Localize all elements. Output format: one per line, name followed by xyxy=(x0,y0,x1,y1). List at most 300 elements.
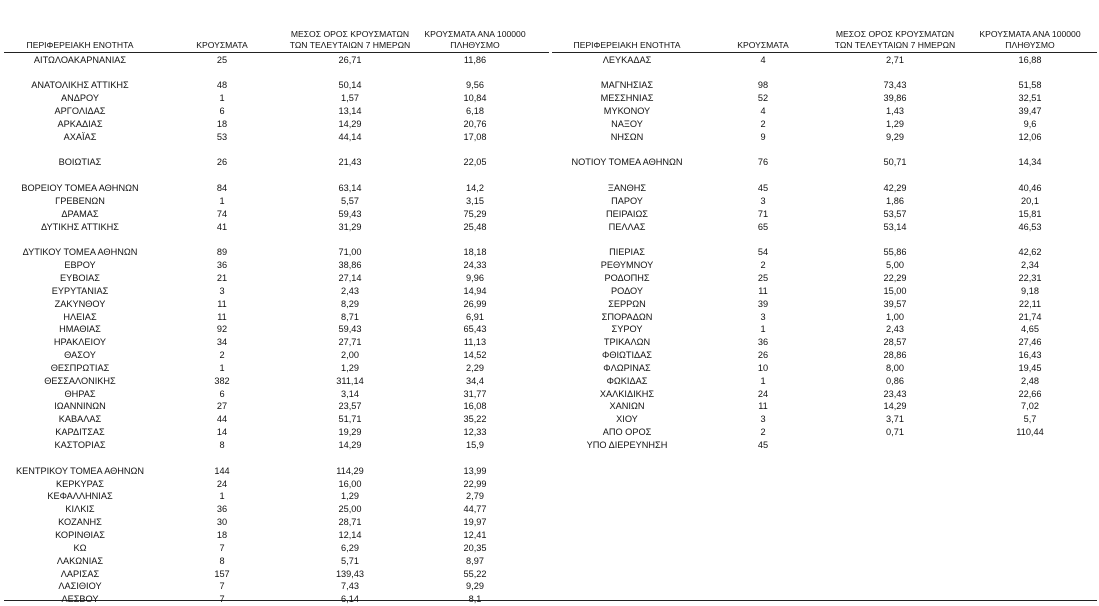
cases-per-100k: 2,29 xyxy=(466,362,484,373)
cases-value: 3 xyxy=(760,414,766,425)
cases-value: 3 xyxy=(760,195,766,206)
cases-value: 7 xyxy=(219,594,225,605)
region-name: ΚΟΖΑΝΗΣ xyxy=(58,517,102,528)
cases-per-100k: 39,47 xyxy=(1018,105,1042,116)
seven-day-average: 16,00 xyxy=(338,478,362,489)
region-name: ΒΟΙΩΤΙΑΣ xyxy=(58,157,102,168)
cases-per-100k: 18,18 xyxy=(463,247,487,258)
region-name: ΛΑΣΙΘΙΟΥ xyxy=(58,581,102,592)
right-header-region: ΠΕΡΙΦΕΡΕΙΑΚΗ ΕΝΟΤΗΤΑ xyxy=(573,40,681,50)
region-name: ΔΥΤΙΚΟΥ ΤΟΜΕΑ ΑΘΗΝΩΝ xyxy=(22,247,138,258)
seven-day-average: 28,86 xyxy=(883,350,907,361)
left-table-row xyxy=(0,568,1099,581)
right-table-row xyxy=(0,336,1099,349)
cases-per-100k: 14,34 xyxy=(1018,157,1042,168)
cases-per-100k: 46,53 xyxy=(1018,221,1042,232)
seven-day-average: 139,43 xyxy=(335,568,365,579)
cases-value: 71 xyxy=(757,208,769,219)
seven-day-average: 55,86 xyxy=(883,247,907,258)
cases-per-100k: 9,29 xyxy=(466,581,484,592)
cases-value: 6 xyxy=(219,388,225,399)
region-name: ΘΕΣΠΡΩΤΙΑΣ xyxy=(50,362,110,373)
region-name: ΘΗΡΑΣ xyxy=(64,388,96,399)
left-header-region: ΠΕΡΙΦΕΡΕΙΑΚΗ ΕΝΟΤΗΤΑ xyxy=(26,40,134,50)
region-name: ΠΑΡΟΥ xyxy=(611,195,643,206)
cases-value: 21 xyxy=(216,272,228,283)
region-name: ΠΙΕΡΙΑΣ xyxy=(609,247,645,258)
cases-per-100k: 15,9 xyxy=(466,440,484,450)
right-table-row xyxy=(0,118,1099,131)
cases-per-100k: 12,41 xyxy=(463,529,487,540)
left-header-avg xyxy=(285,29,415,51)
region-name: ΚΩ xyxy=(73,542,87,553)
region-name: ΘΕΣΣΑΛΟΝΙΚΗΣ xyxy=(44,375,116,386)
cases-value: 2 xyxy=(760,427,766,438)
cases-value: 11 xyxy=(217,311,227,322)
right-table-row xyxy=(0,311,1099,324)
cases-per-100k: 16,08 xyxy=(463,401,487,412)
cases-per-100k: 21,74 xyxy=(1018,311,1042,322)
seven-day-average: 53,14 xyxy=(883,221,907,232)
left-table-row xyxy=(0,516,1099,529)
right-table-row xyxy=(0,388,1099,401)
cases-per-100k: 9,96 xyxy=(466,272,484,283)
seven-day-average: 2,00 xyxy=(341,350,359,361)
right-header-avg-line1: ΜΕΣΟΣ ΟΡΟΣ ΚΡΟΥΣΜΑΤΩΝ xyxy=(835,29,955,39)
cases-value: 27 xyxy=(216,401,228,412)
cases-value: 144 xyxy=(214,465,230,476)
right-table-row xyxy=(0,131,1099,144)
cases-per-100k: 9,6 xyxy=(1023,118,1037,129)
cases-per-100k: 26,99 xyxy=(463,298,487,309)
cases-per-100k: 75,29 xyxy=(463,208,487,219)
region-name: ΛΕΣΒΟΥ xyxy=(61,594,99,605)
cases-value: 45 xyxy=(757,440,769,450)
cases-value: 24 xyxy=(216,478,228,489)
right-table-row xyxy=(0,362,1099,375)
right-header-per-line1: ΚΡΟΥΣΜΑΤΑ ΑΝΑ 100000 xyxy=(979,29,1081,39)
cases-value: 76 xyxy=(757,157,769,168)
cases-per-100k: 22,05 xyxy=(463,157,487,168)
cases-per-100k: 14,52 xyxy=(463,350,487,361)
seven-day-average: 0,86 xyxy=(886,375,904,386)
cases-value: 30 xyxy=(216,517,228,528)
cases-per-100k: 2,48 xyxy=(1021,375,1039,386)
region-name: ΑΡΓΟΛΙΔΑΣ xyxy=(54,105,106,116)
seven-day-average: 1,86 xyxy=(886,195,904,206)
region-name: ΣΕΡΡΩΝ xyxy=(608,298,646,309)
cases-per-100k: 19,45 xyxy=(1018,362,1042,373)
cases-per-100k: 55,22 xyxy=(463,568,487,579)
cases-value: 54 xyxy=(757,247,769,258)
cases-per-100k: 20,76 xyxy=(463,118,487,129)
seven-day-average: 73,43 xyxy=(883,80,907,91)
cases-per-100k: 11,86 xyxy=(463,54,487,65)
right-table-row xyxy=(0,375,1099,388)
cases-per-100k: 5,7 xyxy=(1023,414,1037,425)
left-header-per-line1: ΚΡΟΥΣΜΑΤΑ ΑΝΑ 100000 xyxy=(424,29,526,39)
cases-per-100k: 44,77 xyxy=(463,504,487,515)
cases-value: 39 xyxy=(757,298,769,309)
cases-value: 14 xyxy=(216,427,228,438)
cases-per-100k: 27,46 xyxy=(1018,337,1042,348)
right-table-row xyxy=(0,105,1099,118)
cases-value: 26 xyxy=(216,157,228,168)
cases-per-100k: 4,65 xyxy=(1021,324,1039,335)
region-name: ΚΑΣΤΟΡΙΑΣ xyxy=(54,440,106,450)
cases-per-100k: 9,56 xyxy=(466,80,484,91)
seven-day-average: 3,71 xyxy=(886,414,904,425)
cases-value: 1 xyxy=(219,362,225,373)
region-name: ΛΑΚΩΝΙΑΣ xyxy=(56,555,104,566)
region-name: ΞΑΝΘΗΣ xyxy=(607,183,647,193)
region-name: ΕΥΡΥΤΑΝΙΑΣ xyxy=(51,285,109,296)
cases-value: 53 xyxy=(216,131,228,142)
cases-per-100k: 32,51 xyxy=(1018,93,1042,104)
cases-per-100k: 22,66 xyxy=(1018,388,1042,399)
seven-day-average: 14,29 xyxy=(338,118,362,129)
region-name: ΧΑΛΚΙΔΙΚΗΣ xyxy=(599,388,655,399)
cases-per-100k: 10,84 xyxy=(463,93,487,104)
cases-value: 382 xyxy=(214,375,230,386)
region-name: ΛΕΥΚΑΔΑΣ xyxy=(602,54,652,65)
left-table-row xyxy=(0,529,1099,542)
cases-value: 3 xyxy=(219,285,225,296)
seven-day-average: 27,71 xyxy=(338,337,362,348)
cases-value: 8 xyxy=(219,440,225,450)
cases-per-100k: 25,48 xyxy=(463,221,487,232)
cases-per-100k: 22,99 xyxy=(463,478,487,489)
seven-day-average: 14,29 xyxy=(883,401,907,412)
cases-per-100k: 12,33 xyxy=(463,427,487,438)
seven-day-average: 1,29 xyxy=(886,118,904,129)
cases-per-100k: 65,43 xyxy=(463,324,487,335)
region-name: ΚΙΛΚΙΣ xyxy=(65,504,95,515)
seven-day-average: 6,29 xyxy=(341,542,359,553)
seven-day-average: 31,29 xyxy=(338,221,362,232)
cases-per-100k: 2,34 xyxy=(1021,260,1039,271)
region-name: ΕΒΡΟΥ xyxy=(64,260,96,271)
right-table-row xyxy=(0,221,1099,234)
seven-day-average: 1,29 xyxy=(341,491,359,502)
cases-value: 18 xyxy=(216,529,228,540)
seven-day-average: 0,71 xyxy=(886,427,904,438)
seven-day-average: 63,14 xyxy=(338,183,362,193)
right-table-row xyxy=(0,439,1099,452)
seven-day-average: 15,00 xyxy=(883,285,907,296)
region-name: ΝΟΤΙΟΥ ΤΟΜΕΑ ΑΘΗΝΩΝ xyxy=(571,157,683,168)
cases-value: 89 xyxy=(216,247,228,258)
region-name: ΑΡΚΑΔΙΑΣ xyxy=(57,118,103,129)
right-header-per xyxy=(970,29,1090,51)
seven-day-average: 2,71 xyxy=(886,54,904,65)
cases-value: 26 xyxy=(757,350,769,361)
seven-day-average: 26,71 xyxy=(338,54,362,65)
region-name: ΚΕΦΑΛΛΗΝΙΑΣ xyxy=(47,491,113,502)
seven-day-average: 12,14 xyxy=(338,529,362,540)
region-name: ΧΑΝΙΩΝ xyxy=(609,401,645,412)
seven-day-average: 1,57 xyxy=(341,93,359,104)
cases-per-100k: 8,97 xyxy=(466,555,484,566)
region-name: ΡΕΘΥΜΝΟΥ xyxy=(600,260,654,271)
region-name: ΣΥΡΟΥ xyxy=(611,324,643,335)
cases-per-100k: 42,62 xyxy=(1018,247,1042,258)
region-name: ΝΑΞΟΥ xyxy=(611,118,643,129)
right-table-row xyxy=(0,246,1099,259)
cases-per-100k: 31,77 xyxy=(463,388,487,399)
seven-day-average: 8,00 xyxy=(886,362,904,373)
region-name: ΒΟΡΕΙΟΥ ΤΟΜΕΑ ΑΘΗΝΩΝ xyxy=(21,183,139,193)
seven-day-average: 50,71 xyxy=(883,157,907,168)
cases-per-100k: 11,13 xyxy=(463,337,487,348)
right-table-row xyxy=(0,92,1099,105)
seven-day-average: 28,71 xyxy=(338,517,362,528)
seven-day-average: 27,14 xyxy=(338,272,362,283)
cases-value: 18 xyxy=(216,118,228,129)
cases-per-100k: 12,06 xyxy=(1018,131,1042,142)
seven-day-average: 5,57 xyxy=(341,195,359,206)
seven-day-average: 2,43 xyxy=(886,324,904,335)
cases-value: 1 xyxy=(219,491,225,502)
region-name: ΕΥΒΟΙΑΣ xyxy=(60,272,100,283)
cases-value: 36 xyxy=(216,504,228,515)
seven-day-average: 14,29 xyxy=(338,440,362,450)
region-name: ΑΝΔΡΟΥ xyxy=(60,93,99,104)
left-header-cases: ΚΡΟΥΣΜΑΤΑ xyxy=(196,40,248,50)
left-table-row xyxy=(0,542,1099,555)
seven-day-average: 23,43 xyxy=(883,388,907,399)
seven-day-average: 44,14 xyxy=(338,131,362,142)
cases-value: 65 xyxy=(757,221,769,232)
seven-day-average: 25,00 xyxy=(338,504,362,515)
right-table-row xyxy=(0,272,1099,285)
cases-value: 157 xyxy=(214,568,230,579)
seven-day-average: 8,71 xyxy=(341,311,359,322)
seven-day-average: 42,29 xyxy=(883,183,907,193)
right-table-row xyxy=(0,156,1099,169)
region-name: ΜΥΚΟΝΟΥ xyxy=(603,105,651,116)
cases-value: 1 xyxy=(219,93,225,104)
left-table-row xyxy=(0,593,1099,606)
cases-per-100k: 35,22 xyxy=(463,414,487,425)
seven-day-average: 71,00 xyxy=(338,247,362,258)
right-table-row xyxy=(0,54,1099,67)
region-name: ΖΑΚΥΝΘΟΥ xyxy=(54,298,106,309)
seven-day-average: 38,86 xyxy=(338,260,362,271)
cases-per-100k: 14,94 xyxy=(463,285,487,296)
cases-per-100k: 14,2 xyxy=(466,183,484,193)
region-name: ΘΑΣΟΥ xyxy=(64,350,96,361)
cases-per-100k: 6,91 xyxy=(466,311,484,322)
region-name: ΑΙΤΩΛΟΑΚΑΡΝΑΝΙΑΣ xyxy=(33,54,127,65)
cases-per-100k: 8,1 xyxy=(468,594,482,605)
cases-value: 48 xyxy=(216,80,228,91)
cases-per-100k: 110,44 xyxy=(1016,427,1044,438)
cases-value: 84 xyxy=(216,183,228,193)
region-name: ΧΙΟΥ xyxy=(616,414,638,425)
cases-per-100k: 7,02 xyxy=(1021,401,1039,412)
cases-per-100k: 13,99 xyxy=(463,465,487,476)
cases-per-100k: 24,33 xyxy=(463,260,487,271)
right-header-cases: ΚΡΟΥΣΜΑΤΑ xyxy=(737,40,789,50)
seven-day-average: 23,57 xyxy=(338,401,362,412)
seven-day-average: 1,43 xyxy=(886,105,904,116)
region-name: ΗΛΕΙΑΣ xyxy=(63,311,97,322)
seven-day-average: 13,14 xyxy=(338,105,362,116)
region-name: ΗΡΑΚΛΕΙΟΥ xyxy=(53,337,107,348)
region-name: ΔΡΑΜΑΣ xyxy=(61,208,99,219)
left-table-row xyxy=(0,478,1099,491)
seven-day-average: 311,14 xyxy=(336,375,364,386)
cases-per-100k: 40,46 xyxy=(1018,183,1042,193)
right-table-row xyxy=(0,195,1099,208)
cases-value: 7 xyxy=(219,542,225,553)
cases-per-100k: 15,81 xyxy=(1018,208,1042,219)
cases-value: 25 xyxy=(757,272,769,283)
region-name: ΑΠΟ ΟΡΟΣ xyxy=(602,427,652,438)
cases-value: 1 xyxy=(760,324,766,335)
cases-per-100k: 16,43 xyxy=(1018,350,1042,361)
right-table-row xyxy=(0,259,1099,272)
right-table-row xyxy=(0,79,1099,92)
seven-day-average: 21,43 xyxy=(338,157,362,168)
seven-day-average: 28,57 xyxy=(883,337,907,348)
right-header-avg-line2: ΤΩΝ ΤΕΛΕΥΤΑΙΩΝ 7 ΗΜΕΡΩΝ xyxy=(834,40,956,50)
region-name: ΓΡΕΒΕΝΩΝ xyxy=(55,195,105,206)
region-name: ΠΕΛΛΑΣ xyxy=(608,221,646,232)
region-name: ΔΥΤΙΚΗΣ ΑΤΤΙΚΗΣ xyxy=(41,221,119,232)
left-table-row xyxy=(0,555,1099,568)
cases-per-100k: 22,31 xyxy=(1018,272,1042,283)
cases-value: 44 xyxy=(216,414,228,425)
cases-value: 4 xyxy=(760,54,766,65)
cases-value: 41 xyxy=(216,221,228,232)
cases-value: 1 xyxy=(760,375,766,386)
cases-per-100k: 2,79 xyxy=(466,491,484,502)
region-name: ΚΕΝΤΡΙΚΟΥ ΤΟΜΕΑ ΑΘΗΝΩΝ xyxy=(15,465,145,476)
seven-day-average: 5,00 xyxy=(886,260,904,271)
cases-per-100k: 20,35 xyxy=(463,542,487,553)
cases-value: 74 xyxy=(216,208,228,219)
cases-value: 8 xyxy=(219,555,225,566)
cases-value: 45 xyxy=(757,183,769,193)
region-name: ΛΑΡΙΣΑΣ xyxy=(60,568,100,579)
left-table-row xyxy=(0,503,1099,516)
right-table-row xyxy=(0,323,1099,336)
right-header-avg xyxy=(830,29,960,51)
seven-day-average: 39,86 xyxy=(883,93,907,104)
region-name: ΚΑΡΔΙΤΣΑΣ xyxy=(55,427,105,438)
cases-value: 11 xyxy=(758,401,768,412)
right-table-row xyxy=(0,285,1099,298)
seven-day-average: 6,14 xyxy=(341,594,359,605)
right-table-row xyxy=(0,208,1099,221)
seven-day-average: 51,71 xyxy=(338,414,362,425)
left-header-avg-line2: ΤΩΝ ΤΕΛΕΥΤΑΙΩΝ 7 ΗΜΕΡΩΝ xyxy=(289,40,411,50)
right-table-row xyxy=(0,182,1099,195)
cases-value: 92 xyxy=(216,324,228,335)
region-name: ΡΟΔΟΥ xyxy=(610,285,643,296)
left-header-per xyxy=(420,29,530,51)
region-name: ΦΘΙΩΤΙΔΑΣ xyxy=(601,350,652,361)
cases-value: 10 xyxy=(757,362,769,373)
region-name: ΡΟΔΟΠΗΣ xyxy=(604,272,650,283)
region-name: ΑΧΑΪΑΣ xyxy=(63,131,97,142)
right-header-per-line2: ΠΛΗΘΥΣΜΟ xyxy=(1005,40,1055,50)
seven-day-average: 59,43 xyxy=(338,324,362,335)
region-name: ΙΩΑΝΝΙΝΩΝ xyxy=(54,401,106,412)
seven-day-average: 8,29 xyxy=(341,298,359,309)
region-name: ΤΡΙΚΑΛΩΝ xyxy=(603,337,651,348)
seven-day-average: 19,29 xyxy=(338,427,362,438)
cases-value: 2 xyxy=(760,260,766,271)
cases-per-100k: 3,15 xyxy=(466,195,484,206)
region-name: ΗΜΑΘΙΑΣ xyxy=(59,324,101,335)
cases-value: 52 xyxy=(757,93,769,104)
region-name: ΥΠΟ ΔΙΕΡΕΥΝΗΣΗ xyxy=(586,440,668,450)
seven-day-average: 7,43 xyxy=(341,581,359,592)
cases-value: 4 xyxy=(760,105,766,116)
seven-day-average: 1,00 xyxy=(886,311,904,322)
seven-day-average: 22,29 xyxy=(883,272,907,283)
region-name: ΣΠΟΡΑΔΩΝ xyxy=(601,311,653,322)
cases-value: 36 xyxy=(216,260,228,271)
cases-per-100k: 20,1 xyxy=(1021,195,1039,206)
cases-per-100k: 19,97 xyxy=(463,517,487,528)
left-header-per-line2: ΠΛΗΘΥΣΜΟ xyxy=(450,40,500,50)
cases-value: 1 xyxy=(219,195,225,206)
region-name: ΦΩΚΙΔΑΣ xyxy=(606,375,648,386)
seven-day-average: 9,29 xyxy=(886,131,904,142)
cases-value: 6 xyxy=(219,105,225,116)
seven-day-average: 39,57 xyxy=(883,298,907,309)
right-table-row xyxy=(0,298,1099,311)
region-name: ΚΕΡΚΥΡΑΣ xyxy=(56,478,104,489)
left-table-row xyxy=(0,580,1099,593)
cases-value: 3 xyxy=(760,311,766,322)
cases-value: 36 xyxy=(757,337,769,348)
cases-value: 25 xyxy=(216,54,228,65)
cases-per-100k: 17,08 xyxy=(463,131,487,142)
cases-value: 34 xyxy=(216,337,228,348)
cases-value: 7 xyxy=(219,581,225,592)
region-name: ΜΑΓΝΗΣΙΑΣ xyxy=(600,80,654,91)
seven-day-average: 114,29 xyxy=(336,465,364,476)
region-name: ΑΝΑΤΟΛΙΚΗΣ ΑΤΤΙΚΗΣ xyxy=(31,80,129,91)
cases-value: 11 xyxy=(758,285,768,296)
region-name: ΝΗΣΩΝ xyxy=(610,131,644,142)
left-header-avg-line1: ΜΕΣΟΣ ΟΡΟΣ ΚΡΟΥΣΜΑΤΩΝ xyxy=(290,29,410,39)
seven-day-average: 3,14 xyxy=(341,388,359,399)
region-name: ΚΑΒΑΛΑΣ xyxy=(58,414,102,425)
cases-per-100k: 16,88 xyxy=(1018,54,1042,65)
cases-per-100k: 22,11 xyxy=(1018,298,1042,309)
cases-per-100k: 51,58 xyxy=(1018,80,1042,91)
region-name: ΠΕΙΡΑΙΩΣ xyxy=(606,208,648,219)
cases-value: 98 xyxy=(757,80,769,91)
seven-day-average: 50,14 xyxy=(338,80,362,91)
cases-per-100k: 6,18 xyxy=(466,105,484,116)
right-table-row xyxy=(0,413,1099,426)
cases-value: 11 xyxy=(217,298,227,309)
region-name: ΦΛΩΡΙΝΑΣ xyxy=(603,362,651,373)
left-table-row xyxy=(0,490,1099,503)
cases-value: 2 xyxy=(219,350,225,361)
right-table-row xyxy=(0,400,1099,413)
region-name: ΜΕΣΣΗΝΙΑΣ xyxy=(600,93,654,104)
cases-value: 2 xyxy=(760,118,766,129)
right-table-row xyxy=(0,349,1099,362)
